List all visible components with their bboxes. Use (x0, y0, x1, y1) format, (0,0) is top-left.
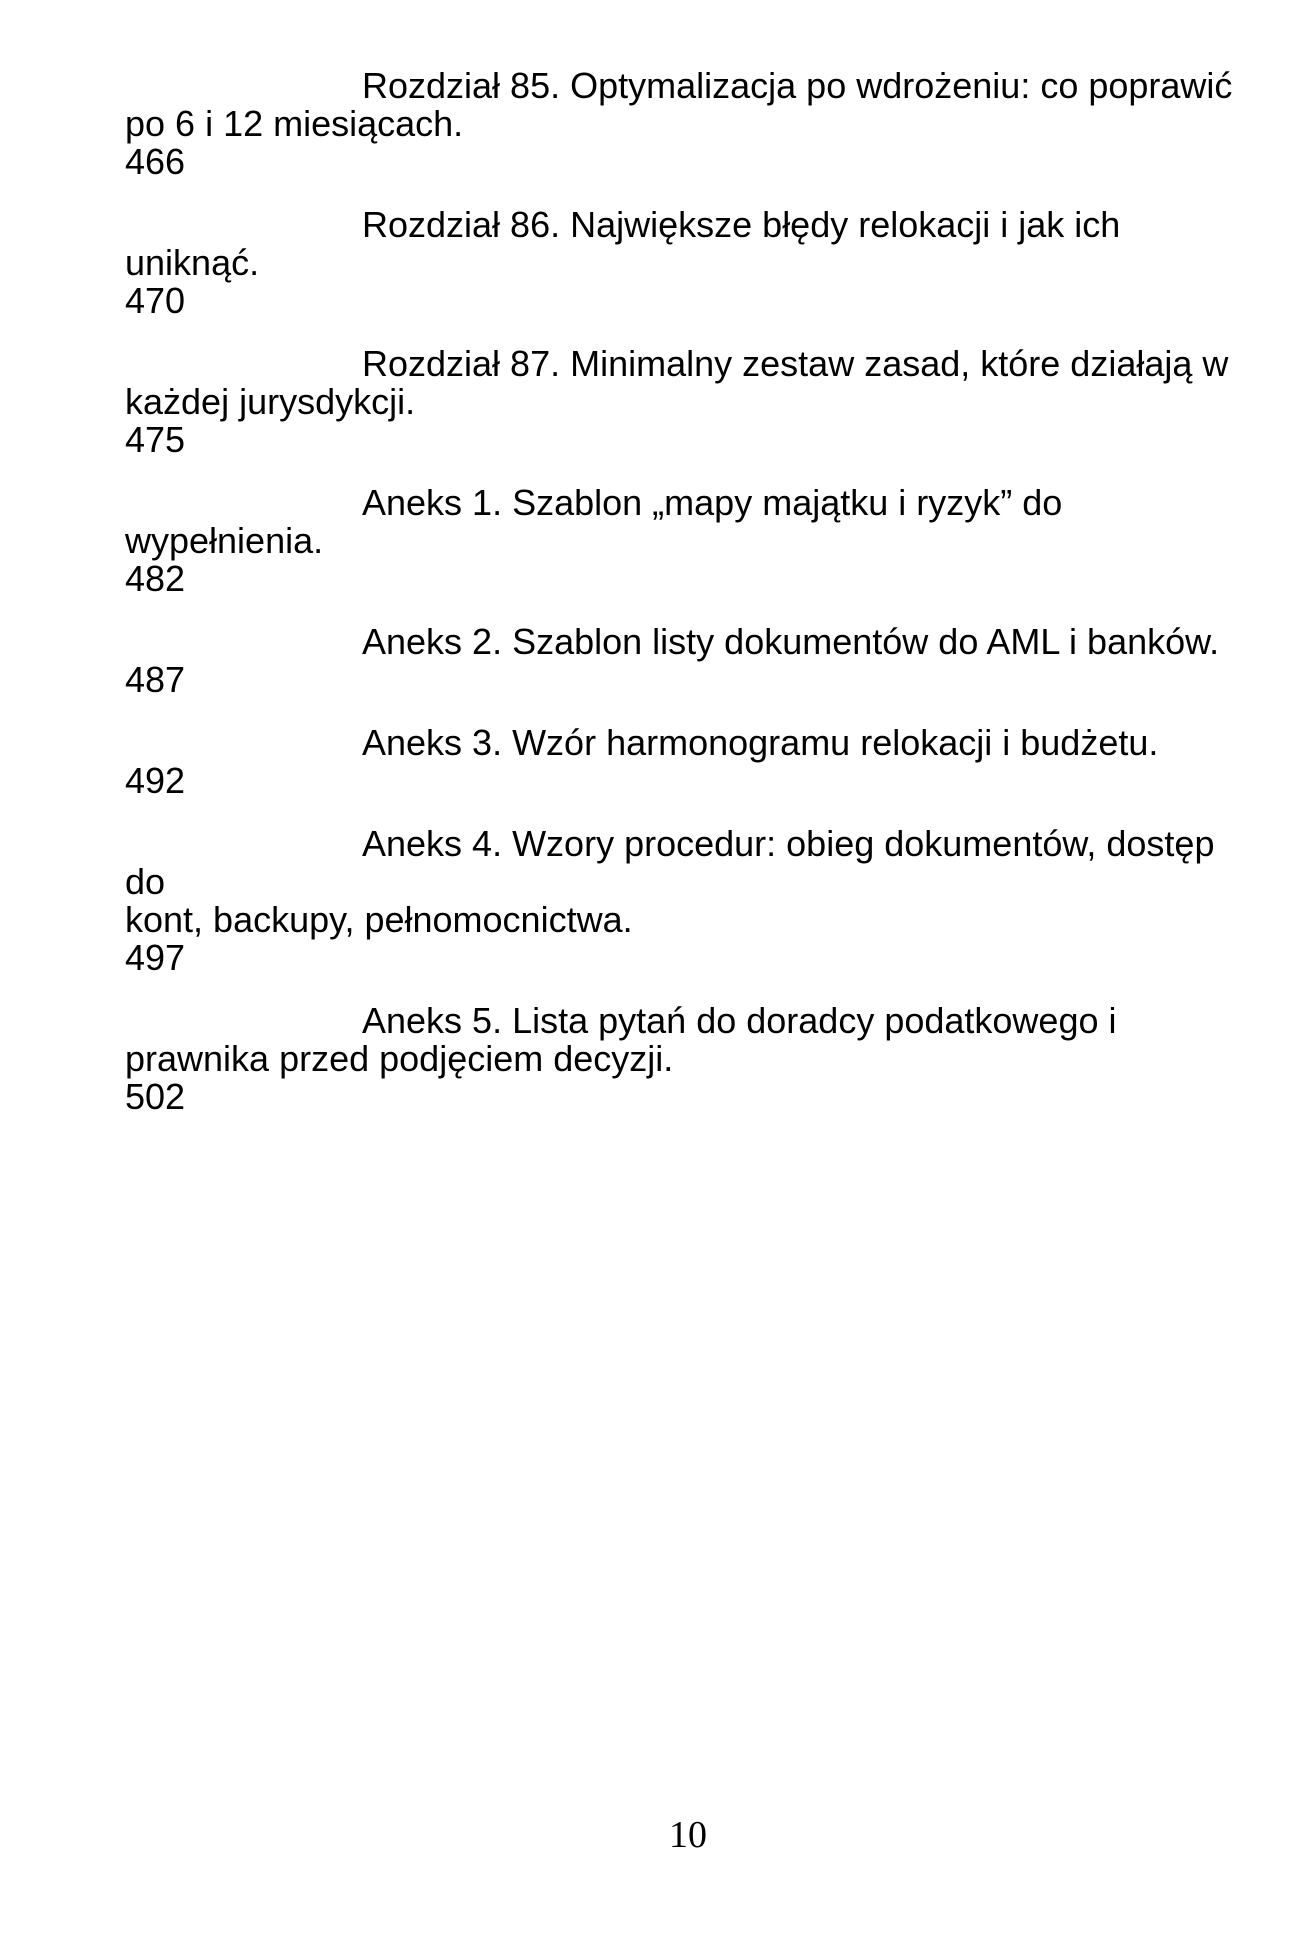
toc-entry (125, 206, 1240, 320)
toc-entry-page-number: 482 (125, 558, 186, 599)
toc-entry-title: Aneks 3. Wzór harmonogramu relokacji i budżetu. (362, 722, 1159, 763)
toc-list (125, 67, 1240, 1141)
toc-entry (125, 724, 1240, 800)
page-footer (0, 1816, 1304, 1854)
toc-entry-page-number: 497 (125, 937, 186, 978)
toc-entry (125, 484, 1240, 598)
toc-entry (125, 623, 1240, 699)
toc-entry-title: Rozdział 87. Minimalny zestaw zasad, które działają w każdej jurysdykcji. (125, 343, 1229, 422)
toc-entry-page-number: 470 (125, 280, 186, 321)
toc-entry-title: Rozdział 86. Największe błędy relokacji i jak ich uniknąć. (125, 204, 1121, 283)
toc-entry-page-number: 492 (125, 760, 186, 801)
toc-entry-page-number: 502 (125, 1076, 186, 1117)
toc-entry (125, 1002, 1240, 1116)
toc-entry (125, 345, 1240, 459)
toc-entry-page-number: 475 (125, 419, 186, 460)
toc-entry-page-number: 487 (125, 659, 186, 700)
toc-entry-page-number: 466 (125, 141, 186, 182)
toc-entry (125, 825, 1240, 977)
toc-entry (125, 67, 1240, 181)
footer-page-number: 10 (669, 1814, 707, 1856)
toc-entry-title: Rozdział 85. Optymalizacja po wdrożeniu: co poprawić po 6 i 12 miesiącach. (125, 65, 1233, 144)
toc-entry-title: Aneks 5. Lista pytań do doradcy podatkowego i prawnika przed podjęciem decyzji. (125, 1000, 1117, 1079)
toc-entry-title: Aneks 4. Wzory procedur: obieg dokumentów, dostęp do kont, backupy, pełnomocnictwa. (125, 823, 1215, 940)
toc-entry-title: Aneks 1. Szablon „mapy majątku i ryzyk” do wypełnienia. (125, 482, 1063, 561)
toc-entry-title: Aneks 2. Szablon listy dokumentów do AML i banków. (362, 621, 1220, 662)
